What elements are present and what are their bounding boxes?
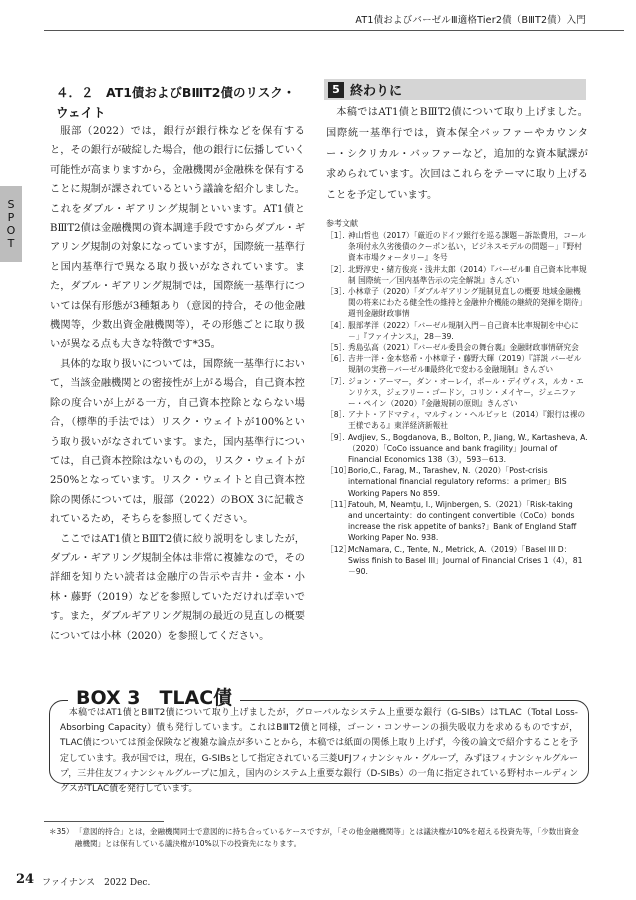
reference-text: 小林章子（2020）「ダブルギアリング規制見直しの概要 地域金融機関の将来にわたる健全性の維持と金融仲介機能の継続的発揮を期待」週刊金融財政事情: [348, 287, 587, 319]
footnote-text: 「意図的持合」とは，金融機関同士で意図的に持ち合っているケースですが，「その他金融機関等」とは議決権が10%を超える投資先等，「少数出資金融機関」とは保有している議決権が10%以下の投資先になります。: [75, 827, 579, 848]
reference-item: [326, 320, 588, 342]
reference-item: [326, 544, 588, 578]
reference-number: ［5］．: [326, 343, 351, 353]
section-number-badge: 5: [328, 82, 344, 98]
reference-item: [326, 353, 588, 375]
footnote-rule: [44, 821, 164, 822]
box-3-text: 本稿ではAT1債とBⅢT2債について取り上げましたが，グローバルなシステム上重要な銀行（G-SIBs）はTLAC（Total Loss-Absorbing Capacity）債も発行しています。これはBⅢT2債と同様，ゴーン・コンサーンの損失吸収力を求めるものですが，TLAC債については預金保険など複雑な論点が多いことから，本稿では紙面の関係上取り上げず，今後の論文で紹介することを予定しています。我が国では，現在，G-SIBsとして指定されている三菱UFJフィナンシャル・グループ，みずほフィナンシャルグループ，三井住友フィナンシャルグループに加え，国内のシステム上重要な銀行（D-SIBs）の一角に指定されている野村ホールディングスがTLAC債を発行しています。: [60, 708, 578, 795]
section-5-title: 終わりに: [350, 84, 403, 99]
reference-number: ［12］．: [326, 544, 355, 554]
reference-text: McNamara, C., Tente, N., Metrick, A.（2019）「Basel III D：Swiss finish to Basel III」Journal of Financial Crises 1（4），81－90.: [348, 544, 583, 577]
page-number: 24: [16, 872, 35, 887]
section-5-heading: [324, 79, 586, 100]
reference-number: ［10］．: [326, 466, 355, 476]
reference-text: 服部孝洋（2022）「バーゼル規制入門－自己資本比率規制を中心に－」『ファイナンス』，28－39.: [348, 320, 579, 341]
reference-number: ［3］．: [326, 287, 351, 297]
side-tab-letter: O: [6, 224, 16, 237]
running-title: AT1債およびバーゼルⅢ適格Tier2債（BⅢT2債）入門: [355, 15, 586, 26]
body-paragraph: ここではAT1債とBⅢT2債に絞り説明をしましたが，ダブル・ギアリング規制全体は非常に複雑なので，その詳細を知りたい読者は金融庁の告示や吉井・金本・小林・藤野（2019）などを参照していただければ幸いです。また，ダブルギアリング規制の最近の見直しの概要については小林（2020）を参照してください。: [50, 533, 305, 642]
footer-publication: ファイナンス 2022 Dec.: [42, 878, 151, 888]
reference-text: 北野淳史・緒方俊亮・浅井太郎（2014）『バーゼルⅢ 自己資本比率規制 国際統一／国内基準告示の完全解説』きんざい: [348, 264, 587, 285]
reference-item: [326, 376, 588, 410]
body-paragraph: 服部（2022）では，銀行が銀行株などを保有すると，その銀行が破綻した場合，他の銀行に伝播していく可能性が高まりますから，金融機関が金融株を保有することに規制が課されているという議論を紹介しました。これをダブル・ギアリング規制といいます。AT1債とBⅢT2債は金融機関の資本調達手段ですからダブル・ギアリング規制の対象になっていますが，国際統一基準行と国内基準行で異なる取り扱いがなされています。また，ダブル・ギアリング規制では，国際統一基準行については保有形態が3種類あり（意図的持合，その他金融機関等，少数出資金融機関等），その形態ごとに取り扱いが異なる点も大きな特徴です*35。: [50, 126, 305, 351]
reference-item: [326, 286, 588, 320]
reference-number: ［9］．: [326, 432, 351, 442]
reference-text: Borio,C., Farag, M., Tarashev, N.（2020）「Post-crisis international financial regulatory reforms：a primer」BIS Working Papers No 859.: [348, 466, 567, 498]
body-paragraph: 具体的な取り扱いについては，国際統一基準行において，当該金融機関との密接性が上がる場合，自己資本控除の度合いが上がる一方，自己資本控除とならない場合，（標準的手法では）リスク・ウェイトが100%という取り扱いがなされています。また，国内基準行については，自己資本控除はないものの，リスク・ウェイトが250%となっています。リスク・ウェイトと自己資本控除の関係については，服部（2022）のBOX 3に記載されているため，そちらを参照してください。: [50, 358, 305, 526]
reference-item: [326, 230, 588, 264]
references-title: 参考文献: [326, 219, 358, 228]
box-3-title: BOX 3 TLAC債: [68, 686, 240, 710]
footnote-35: [49, 826, 586, 849]
reference-text: 神山哲也（2017）「厳近のドイツ銀行を巡る課題－訴訟費用，コール条項付永久劣後債のクーポン払い，ビジネスモデルの問題－」『野村資本市場クォータリー』冬号: [348, 231, 587, 263]
spot-side-tab: [0, 186, 22, 262]
reference-item: [326, 432, 588, 466]
reference-number: ［6］．: [326, 354, 351, 364]
reference-text: 秀島弘高（2021）『バーゼル委員会の舞台裏』金融財政事情研究会: [348, 343, 579, 353]
reference-item: [326, 264, 588, 286]
references-list: [326, 230, 588, 577]
reference-item: [326, 409, 588, 431]
reference-text: Fatouh, M, Neamțu, I., Wijnbergen, S.（2021）「Risk-taking and uncertainty：do contingent convertible（CoCo）bonds increase the risk appetite of banks?」Bank of England Staff Working Paper No. 938.: [348, 499, 577, 543]
footnote-mark: ＊35）: [49, 827, 74, 836]
side-tab-letter: P: [7, 211, 15, 224]
section-4-2-heading: ４．２ AT1債およびBⅢT2債のリスク・ウェイト: [56, 85, 296, 120]
reference-number: ［8］．: [326, 410, 351, 420]
body-paragraph: 本稿ではAT1債とBⅢT2債について取り上げました。国際統一基準行では，資本保全バッファーやカウンター・シクリカル・バッファーなど，追加的な資本賦課が求められています。次回はこれらをテーマに取り上げることを予定しています。: [326, 107, 588, 202]
section-5-body: [326, 103, 588, 207]
section-4-2-body: [50, 122, 305, 646]
side-tab-letter: S: [7, 198, 15, 211]
header-rule: [44, 30, 624, 31]
reference-number: ［11］．: [326, 499, 355, 509]
reference-text: 吉井一洋・金本悠希・小林章子・藤野大輝（2019）『詳説 バーゼル規制の実務－バーゼルⅢ最終化で変わる金融規制』きんざい: [348, 354, 582, 375]
reference-text: Avdjiev, S., Bogdanova, B., Bolton, P., Jiang, W., Kartasheva, A.（2020）「CoCo issuance and bank fragility」Journal of Financial Economics 138（3），593－613.: [348, 432, 588, 465]
reference-number: ［2］．: [326, 264, 351, 274]
reference-item: [326, 499, 588, 544]
reference-item: [326, 342, 588, 353]
reference-item: [326, 465, 588, 499]
reference-number: ［4］．: [326, 320, 351, 330]
reference-text: アナト・アドマティ，マルティン・ヘルビッヒ（2014）『銀行は裸の王様である』東洋経済新報社: [348, 410, 586, 431]
reference-text: ジョン・アーマー，ダン・オーレイ，ポール・デイヴィス，ルカ・エンリケス，ジェフリー・ゴードン，コリン・メイヤー，ジェニファー・ペイン（2020）『金融規制の原則』きんざい: [348, 376, 584, 409]
reference-number: ［7］．: [326, 376, 351, 386]
side-tab-letter: T: [7, 237, 15, 250]
reference-number: ［1］．: [326, 231, 351, 240]
